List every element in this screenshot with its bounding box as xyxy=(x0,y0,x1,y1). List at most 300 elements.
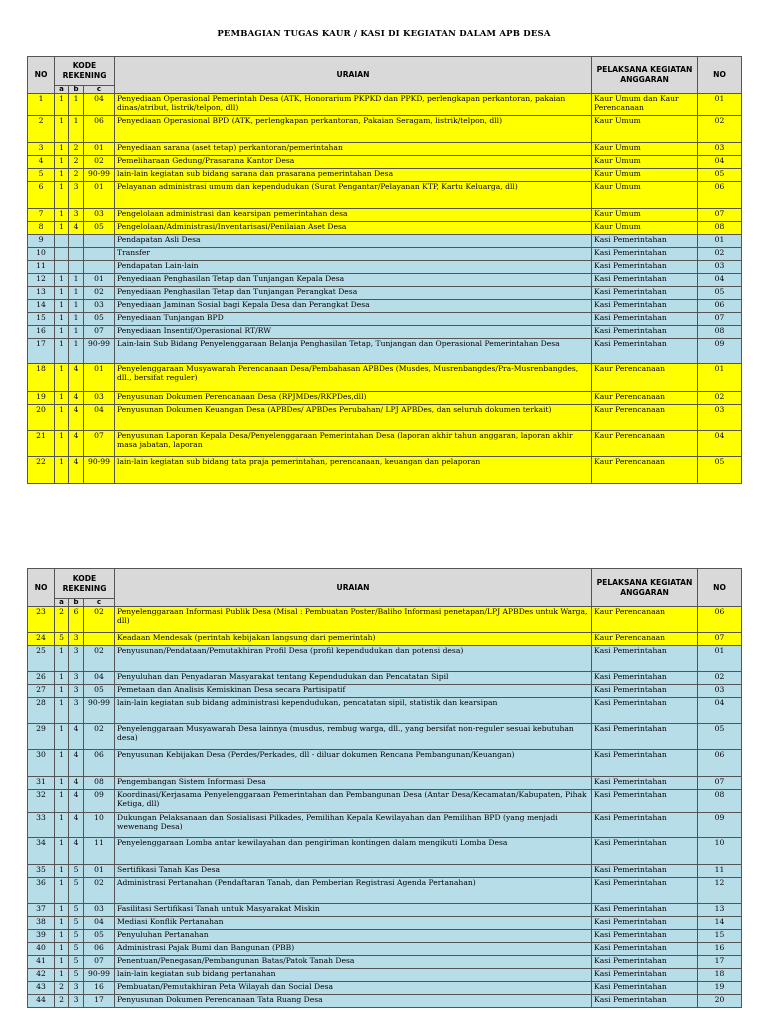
header-a: a xyxy=(55,86,69,94)
row-number: 35 xyxy=(28,865,55,878)
uraian-text: Pemeliharaan Gedung/Prasarana Kantor Desa xyxy=(115,156,592,169)
pelaksana: Kasi Pemerintahan xyxy=(592,672,698,685)
kode-c: 07 xyxy=(84,431,115,457)
pelaksana: Kasi Pemerintahan xyxy=(592,969,698,982)
kode-a: 1 xyxy=(55,777,69,790)
kode-c: 07 xyxy=(84,956,115,969)
kode-b: 5 xyxy=(69,904,84,917)
kode-a: 1 xyxy=(55,750,69,777)
row-number: 13 xyxy=(28,287,55,300)
table-row xyxy=(28,235,742,248)
pelaksana: Kasi Pemerintahan xyxy=(592,646,698,672)
kode-a: 1 xyxy=(55,392,69,405)
kode-c: 03 xyxy=(84,392,115,405)
row-number-2: 08 xyxy=(698,790,742,813)
kode-b: 1 xyxy=(69,313,84,326)
kode-c: 01 xyxy=(84,182,115,209)
header-no: NO xyxy=(28,569,55,607)
row-number: 21 xyxy=(28,431,55,457)
kode-c: 06 xyxy=(84,116,115,143)
table-row xyxy=(28,392,742,405)
kode-b: 1 xyxy=(69,300,84,313)
uraian-text: Penyusunan Dokumen Perencanaan Desa (RPJMDes/RKPDes,dll) xyxy=(115,392,592,405)
uraian-text: Pengembangan Sistem Informasi Desa xyxy=(115,777,592,790)
header-uraian: URAIAN xyxy=(115,569,592,607)
table-row xyxy=(28,698,742,724)
kode-c: 11 xyxy=(84,838,115,865)
table-row xyxy=(28,777,742,790)
kode-a: 1 xyxy=(55,685,69,698)
row-number-2: 12 xyxy=(698,878,742,904)
row-number-2: 02 xyxy=(698,248,742,261)
uraian-text: Penyediaan sarana (aset tetap) perkantoran/pemerintahan xyxy=(115,143,592,156)
pelaksana: Kasi Pemerintahan xyxy=(592,838,698,865)
kode-c: 02 xyxy=(84,156,115,169)
row-number: 18 xyxy=(28,364,55,392)
row-number: 7 xyxy=(28,209,55,222)
header-kode-rekening: KODE REKENING xyxy=(55,569,115,599)
table-row xyxy=(28,956,742,969)
header-no-2: NO xyxy=(698,569,742,607)
kode-a: 1 xyxy=(55,956,69,969)
row-number: 44 xyxy=(28,995,55,1008)
uraian-text: lain-lain kegiatan sub bidang tata praja pemerintahan, perencanaan, keuangan dan pelaporan xyxy=(115,457,592,484)
kode-b xyxy=(69,261,84,274)
row-number: 42 xyxy=(28,969,55,982)
row-number-2: 14 xyxy=(698,917,742,930)
pelaksana: Kaur Perencanaan xyxy=(592,457,698,484)
kode-c xyxy=(84,248,115,261)
kode-b: 4 xyxy=(69,777,84,790)
uraian-text: Penentuan/Penegasan/Pembangunan Batas/Patok Tanah Desa xyxy=(115,956,592,969)
uraian-text: Penyelenggaraan Musyawarah Desa lainnya (musdus, rembug warga, dll., yang bersifat non-reguler sesuai kebutuhan desa) xyxy=(115,724,592,750)
pelaksana: Kasi Pemerintahan xyxy=(592,261,698,274)
kode-b: 5 xyxy=(69,969,84,982)
row-number-2: 02 xyxy=(698,116,742,143)
header-no: NO xyxy=(28,57,55,94)
row-number-2: 02 xyxy=(698,672,742,685)
row-number: 39 xyxy=(28,930,55,943)
kode-a: 1 xyxy=(55,274,69,287)
kode-c: 02 xyxy=(84,724,115,750)
kode-b: 1 xyxy=(69,326,84,339)
uraian-text: Transfer xyxy=(115,248,592,261)
uraian-text: Penyediaan Operasional BPD (ATK, perlengkapan perkantoran, Pakaian Seragam, listrik/telpon, dll) xyxy=(115,116,592,143)
uraian-text: Penyediaan Insentif/Operasional RT/RW xyxy=(115,326,592,339)
pelaksana: Kasi Pemerintahan xyxy=(592,943,698,956)
row-number: 2 xyxy=(28,116,55,143)
uraian-text: Lain-lain Sub Bidang Penyelenggaraan Belanja Penghasilan Tetap, Tunjangan dan Operasional Pemerintahan Desa xyxy=(115,339,592,364)
header-no-2: NO xyxy=(698,57,742,94)
kode-b xyxy=(69,248,84,261)
kode-c: 04 xyxy=(84,405,115,431)
kode-c: 02 xyxy=(84,646,115,672)
row-number-2: 05 xyxy=(698,169,742,182)
kode-a: 1 xyxy=(55,904,69,917)
row-number-2: 04 xyxy=(698,274,742,287)
kode-c: 07 xyxy=(84,326,115,339)
row-number-2: 01 xyxy=(698,364,742,392)
kode-b: 3 xyxy=(69,209,84,222)
header-kode-rekening: KODE REKENING xyxy=(55,57,115,86)
kode-a: 1 xyxy=(55,116,69,143)
pelaksana: Kasi Pemerintahan xyxy=(592,865,698,878)
kode-c: 16 xyxy=(84,982,115,995)
pelaksana: Kasi Pemerintahan xyxy=(592,248,698,261)
row-number-2: 03 xyxy=(698,261,742,274)
kode-a: 1 xyxy=(55,943,69,956)
row-number-2: 02 xyxy=(698,392,742,405)
uraian-text: Sertifikasi Tanah Kas Desa xyxy=(115,865,592,878)
table-row xyxy=(28,222,742,235)
kode-a: 5 xyxy=(55,633,69,646)
row-number-2: 08 xyxy=(698,326,742,339)
kode-b: 2 xyxy=(69,169,84,182)
table-row xyxy=(28,633,742,646)
header-b: b xyxy=(69,86,84,94)
row-number: 33 xyxy=(28,813,55,838)
row-number: 17 xyxy=(28,339,55,364)
kode-b: 4 xyxy=(69,724,84,750)
pelaksana: Kaur Umum xyxy=(592,209,698,222)
kode-b: 3 xyxy=(69,982,84,995)
row-number: 29 xyxy=(28,724,55,750)
table-row xyxy=(28,143,742,156)
kode-a: 1 xyxy=(55,300,69,313)
row-number-2: 03 xyxy=(698,685,742,698)
table-row xyxy=(28,813,742,838)
uraian-text: lain-lain kegiatan sub bidang sarana dan prasarana pemerintahan Desa xyxy=(115,169,592,182)
uraian-text: Pengelolaan/Administrasi/Inventarisasi/Penilaian Aset Desa xyxy=(115,222,592,235)
table-row xyxy=(28,405,742,431)
uraian-text: Penyelenggaraan Informasi Publik Desa (Misal : Pembuatan Poster/Baliho Informasi penetapan/LPJ APBDes untuk Warga, dll) xyxy=(115,607,592,633)
kode-b: 4 xyxy=(69,392,84,405)
pelaksana: Kasi Pemerintahan xyxy=(592,698,698,724)
uraian-text: Penyusunan Dokumen Perencanaan Tata Ruang Desa xyxy=(115,995,592,1008)
uraian-text: Keadaan Mendesak (perintah kebijakan langsung dari pemerintah) xyxy=(115,633,592,646)
uraian-text: Penyuluhan dan Penyadaran Masyarakat tentang Kependudukan dan Pencatatan Sipil xyxy=(115,672,592,685)
kode-a: 1 xyxy=(55,457,69,484)
kode-c: 90-99 xyxy=(84,969,115,982)
kode-b: 4 xyxy=(69,813,84,838)
kode-c: 01 xyxy=(84,143,115,156)
table-row xyxy=(28,865,742,878)
table-row xyxy=(28,94,742,116)
row-number-2: 17 xyxy=(698,956,742,969)
row-number: 40 xyxy=(28,943,55,956)
row-number-2: 04 xyxy=(698,431,742,457)
kode-b: 5 xyxy=(69,878,84,904)
pelaksana: Kaur Perencanaan xyxy=(592,607,698,633)
row-number-2: 16 xyxy=(698,943,742,956)
kode-c: 04 xyxy=(84,94,115,116)
uraian-text: Penyusunan Laporan Kepala Desa/Penyelenggaraan Pemerintahan Desa (laporan akhir tahun anggaran, laporan akhir masa jabatan, laporan xyxy=(115,431,592,457)
table-row xyxy=(28,943,742,956)
uraian-text: Pendapatan Lain-lain xyxy=(115,261,592,274)
kode-a: 1 xyxy=(55,838,69,865)
kode-a: 1 xyxy=(55,339,69,364)
kode-a: 1 xyxy=(55,865,69,878)
row-number-2: 04 xyxy=(698,698,742,724)
pelaksana: Kaur Umum xyxy=(592,222,698,235)
pelaksana: Kasi Pemerintahan xyxy=(592,956,698,969)
kode-a: 1 xyxy=(55,646,69,672)
kode-c: 90-99 xyxy=(84,339,115,364)
uraian-text: Penyuluhan Pertanahan xyxy=(115,930,592,943)
kode-c: 01 xyxy=(84,274,115,287)
table-row xyxy=(28,261,742,274)
kode-c: 05 xyxy=(84,685,115,698)
kode-b: 4 xyxy=(69,364,84,392)
pelaksana: Kaur Umum xyxy=(592,156,698,169)
row-number-2: 05 xyxy=(698,457,742,484)
kode-b: 1 xyxy=(69,274,84,287)
row-number: 14 xyxy=(28,300,55,313)
row-number: 27 xyxy=(28,685,55,698)
row-number-2: 01 xyxy=(698,646,742,672)
uraian-text: Pembuatan/Pemutakhiran Peta Wilayah dan Social Desa xyxy=(115,982,592,995)
kode-a: 2 xyxy=(55,995,69,1008)
row-number-2: 09 xyxy=(698,813,742,838)
row-number: 32 xyxy=(28,790,55,813)
row-number: 20 xyxy=(28,405,55,431)
row-number: 15 xyxy=(28,313,55,326)
pelaksana: Kasi Pemerintahan xyxy=(592,339,698,364)
kode-b: 4 xyxy=(69,405,84,431)
pelaksana: Kasi Pemerintahan xyxy=(592,982,698,995)
row-number-2: 06 xyxy=(698,750,742,777)
row-number-2: 01 xyxy=(698,94,742,116)
row-number-2: 13 xyxy=(698,904,742,917)
row-number-2: 06 xyxy=(698,300,742,313)
kode-a: 1 xyxy=(55,917,69,930)
kode-b: 4 xyxy=(69,222,84,235)
table-row xyxy=(28,182,742,209)
row-number-2: 07 xyxy=(698,777,742,790)
pelaksana: Kaur Umum dan Kaur Perencanaan xyxy=(592,94,698,116)
uraian-text: Penyusunan Kebijakan Desa (Perdes/Perkades, dll - diluar dokumen Rencana Pembangunan/Keuangan) xyxy=(115,750,592,777)
table-body xyxy=(28,94,742,484)
kode-b: 4 xyxy=(69,750,84,777)
kode-c: 01 xyxy=(84,865,115,878)
kode-b: 3 xyxy=(69,672,84,685)
kode-c: 02 xyxy=(84,287,115,300)
kode-a: 1 xyxy=(55,969,69,982)
pelaksana: Kasi Pemerintahan xyxy=(592,326,698,339)
row-number-2: 05 xyxy=(698,287,742,300)
pelaksana: Kasi Pemerintahan xyxy=(592,750,698,777)
row-number: 12 xyxy=(28,274,55,287)
table-body xyxy=(28,607,742,1008)
row-number-2: 07 xyxy=(698,633,742,646)
kode-b: 4 xyxy=(69,838,84,865)
row-number-2: 03 xyxy=(698,405,742,431)
row-number: 1 xyxy=(28,94,55,116)
uraian-text: Penyusunan Dokumen Keuangan Desa (APBDes/ APBDes Perubahan/ LPJ APBDes, dan seluruh dokumen terkait) xyxy=(115,405,592,431)
uraian-text: Penyediaan Jaminan Sosial bagi Kepala Desa dan Perangkat Desa xyxy=(115,300,592,313)
row-number-2: 11 xyxy=(698,865,742,878)
kode-c xyxy=(84,261,115,274)
row-number-2: 06 xyxy=(698,182,742,209)
uraian-text: Penyelenggaraan Musyawarah Perencanaan Desa/Pembahasan APBDes (Musdes, Musrenbangdes/Pra-Musrenbangdes, dll., bersifat reguler) xyxy=(115,364,592,392)
kode-b: 4 xyxy=(69,457,84,484)
header-c: c xyxy=(84,599,115,607)
row-number-2: 15 xyxy=(698,930,742,943)
table-row xyxy=(28,917,742,930)
row-number-2: 01 xyxy=(698,235,742,248)
kode-a: 1 xyxy=(55,364,69,392)
table-row xyxy=(28,339,742,364)
table-row xyxy=(28,287,742,300)
row-number-2: 18 xyxy=(698,969,742,982)
kode-c: 17 xyxy=(84,995,115,1008)
table-row xyxy=(28,995,742,1008)
kode-c: 08 xyxy=(84,777,115,790)
kode-b xyxy=(69,235,84,248)
pelaksana: Kaur Perencanaan xyxy=(592,392,698,405)
row-number: 3 xyxy=(28,143,55,156)
row-number: 28 xyxy=(28,698,55,724)
kode-b: 2 xyxy=(69,156,84,169)
kode-b: 3 xyxy=(69,698,84,724)
row-number: 26 xyxy=(28,672,55,685)
kode-a: 1 xyxy=(55,672,69,685)
row-number-2: 19 xyxy=(698,982,742,995)
pelaksana: Kaur Perencanaan xyxy=(592,364,698,392)
row-number: 25 xyxy=(28,646,55,672)
kode-c: 03 xyxy=(84,300,115,313)
row-number: 43 xyxy=(28,982,55,995)
uraian-text: Dukungan Pelaksanaan dan Sosialisasi Pilkades, Pemilihan Kepala Kewilayahan dan Pemilihan BPD (yang menjadi wewenang Desa) xyxy=(115,813,592,838)
table-row xyxy=(28,790,742,813)
kode-b: 2 xyxy=(69,143,84,156)
task-table-1 xyxy=(27,56,742,484)
kode-b: 1 xyxy=(69,339,84,364)
uraian-text: Pengelolaan administrasi dan kearsipan pemerintahan desa xyxy=(115,209,592,222)
pelaksana: Kasi Pemerintahan xyxy=(592,813,698,838)
row-number: 24 xyxy=(28,633,55,646)
row-number-2: 20 xyxy=(698,995,742,1008)
row-number: 9 xyxy=(28,235,55,248)
kode-a: 1 xyxy=(55,878,69,904)
row-number: 23 xyxy=(28,607,55,633)
kode-b: 4 xyxy=(69,431,84,457)
pelaksana: Kasi Pemerintahan xyxy=(592,790,698,813)
uraian-text: Penyediaan Penghasilan Tetap dan Tunjangan Perangkat Desa xyxy=(115,287,592,300)
row-number-2: 06 xyxy=(698,607,742,633)
kode-a: 1 xyxy=(55,313,69,326)
uraian-text: Penyediaan Operasional Pemerintah Desa (ATK, Honorarium PKPKD dan PPKD, perlengkapan perkantoran, pakaian dinas/atribut, listrik/telpon, dll) xyxy=(115,94,592,116)
page-title: PEMBAGIAN TUGAS KAUR / KASI DI KEGIATAN DALAM APB DESA xyxy=(217,29,551,39)
header-a: a xyxy=(55,599,69,607)
uraian-text: Pendapatan Asli Desa xyxy=(115,235,592,248)
kode-c: 90-99 xyxy=(84,457,115,484)
kode-c: 01 xyxy=(84,364,115,392)
kode-a: 2 xyxy=(55,607,69,633)
row-number: 38 xyxy=(28,917,55,930)
row-number: 37 xyxy=(28,904,55,917)
pelaksana: Kasi Pemerintahan xyxy=(592,904,698,917)
pelaksana: Kasi Pemerintahan xyxy=(592,235,698,248)
kode-a: 1 xyxy=(55,143,69,156)
row-number-2: 04 xyxy=(698,156,742,169)
kode-b: 5 xyxy=(69,943,84,956)
pelaksana: Kasi Pemerintahan xyxy=(592,995,698,1008)
uraian-text: Pemetaan dan Analisis Kemiskinan Desa secara Partisipatif xyxy=(115,685,592,698)
pelaksana: Kasi Pemerintahan xyxy=(592,930,698,943)
header-pelaksana: PELAKSANA KEGIATAN ANGGARAN xyxy=(592,569,698,607)
uraian-text: Fasilitasi Sertifikasi Tanah untuk Masyarakat Miskin xyxy=(115,904,592,917)
pelaksana: Kasi Pemerintahan xyxy=(592,300,698,313)
row-number: 41 xyxy=(28,956,55,969)
kode-c: 04 xyxy=(84,917,115,930)
pelaksana: Kaur Umum xyxy=(592,169,698,182)
kode-b: 3 xyxy=(69,182,84,209)
kode-a: 1 xyxy=(55,156,69,169)
table-row xyxy=(28,750,742,777)
kode-c: 04 xyxy=(84,672,115,685)
row-number: 4 xyxy=(28,156,55,169)
pelaksana: Kasi Pemerintahan xyxy=(592,274,698,287)
uraian-text: lain-lain kegiatan sub bidang pertanahan xyxy=(115,969,592,982)
kode-c: 03 xyxy=(84,209,115,222)
kode-b: 1 xyxy=(69,116,84,143)
table-row xyxy=(28,248,742,261)
header-b: b xyxy=(69,599,84,607)
table-row xyxy=(28,326,742,339)
uraian-text: Administrasi Pajak Bumi dan Bangunan (PBB) xyxy=(115,943,592,956)
row-number-2: 05 xyxy=(698,724,742,750)
table-row xyxy=(28,607,742,633)
table-row xyxy=(28,646,742,672)
uraian-text: Mediasi Konflik Pertanahan xyxy=(115,917,592,930)
kode-c: 09 xyxy=(84,790,115,813)
table-row xyxy=(28,878,742,904)
kode-a: 1 xyxy=(55,287,69,300)
kode-c: 05 xyxy=(84,313,115,326)
kode-c xyxy=(84,235,115,248)
row-number: 8 xyxy=(28,222,55,235)
pelaksana: Kasi Pemerintahan xyxy=(592,724,698,750)
pelaksana: Kaur Perencanaan xyxy=(592,633,698,646)
table-row xyxy=(28,313,742,326)
kode-c: 05 xyxy=(84,930,115,943)
pelaksana: Kaur Perencanaan xyxy=(592,405,698,431)
kode-a: 1 xyxy=(55,724,69,750)
kode-c: 90-99 xyxy=(84,698,115,724)
table-row xyxy=(28,724,742,750)
uraian-text: Penyediaan Tunjangan BPD xyxy=(115,313,592,326)
kode-a: 1 xyxy=(55,326,69,339)
kode-b: 1 xyxy=(69,94,84,116)
kode-a: 1 xyxy=(55,209,69,222)
kode-a: 1 xyxy=(55,813,69,838)
kode-a: 1 xyxy=(55,94,69,116)
kode-b: 3 xyxy=(69,633,84,646)
table-row xyxy=(28,169,742,182)
row-number: 34 xyxy=(28,838,55,865)
row-number: 10 xyxy=(28,248,55,261)
row-number-2: 07 xyxy=(698,313,742,326)
row-number: 19 xyxy=(28,392,55,405)
table-row xyxy=(28,982,742,995)
pelaksana: Kaur Umum xyxy=(592,182,698,209)
table-row xyxy=(28,209,742,222)
table-row xyxy=(28,904,742,917)
row-number-2: 09 xyxy=(698,339,742,364)
uraian-text: Administrasi Pertanahan (Pendaftaran Tanah, dan Pemberian Registrasi Agenda Pertanahan) xyxy=(115,878,592,904)
table-row xyxy=(28,838,742,865)
